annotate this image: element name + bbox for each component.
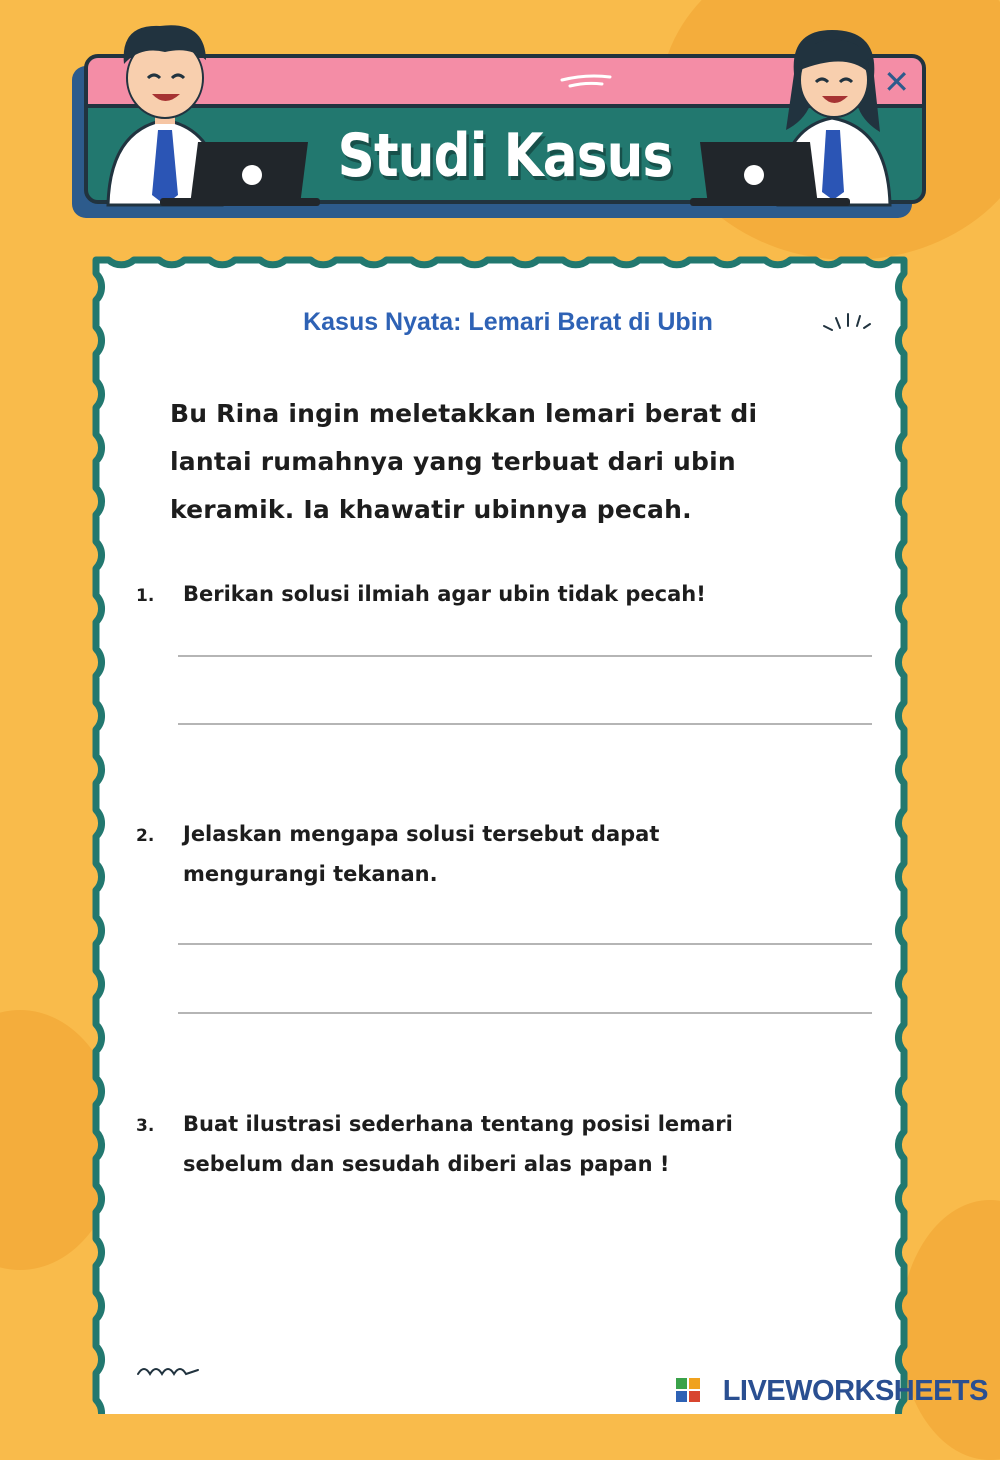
page-title: Studi Kasus [337, 121, 673, 191]
answer-line[interactable] [178, 723, 872, 725]
question-text [183, 814, 863, 894]
case-title: Kasus Nyata: Lemari Berat di Ubin [303, 308, 713, 336]
answer-line[interactable] [178, 655, 872, 657]
question-number: 3. [136, 1116, 155, 1136]
case-intro [170, 390, 870, 534]
question-line: Jelaskan mengapa solusi tersebut dapat [183, 822, 660, 846]
question-number: 2. [136, 826, 155, 846]
question-line: mengurangi tekanan. [183, 862, 438, 886]
intro-line: keramik. Ia khawatir ubinnya pecah. [170, 495, 692, 524]
question-text [183, 1104, 863, 1184]
intro-line: Bu Rina ingin meletakkan lemari berat di [170, 399, 758, 428]
intro-line: lantai rumahnya yang terbuat dari ubin [170, 447, 736, 476]
liveworksheets-logo-icon [676, 1378, 700, 1402]
squiggle-icon [136, 1362, 206, 1382]
answer-line[interactable] [178, 1012, 872, 1014]
close-icon[interactable]: ✕ [883, 63, 910, 101]
question-line: sebelum dan sesudah diberi alas papan ! [183, 1152, 670, 1176]
question-line: Buat ilustrasi sederhana tentang posisi lemari [183, 1112, 733, 1136]
answer-line[interactable] [178, 943, 872, 945]
question-line: Berikan solusi ilmiah agar ubin tidak pecah! [183, 582, 706, 606]
question-text [183, 574, 863, 614]
watermark: LIVEWORKSHEETS [722, 1375, 988, 1407]
question-number: 1. [136, 586, 155, 606]
